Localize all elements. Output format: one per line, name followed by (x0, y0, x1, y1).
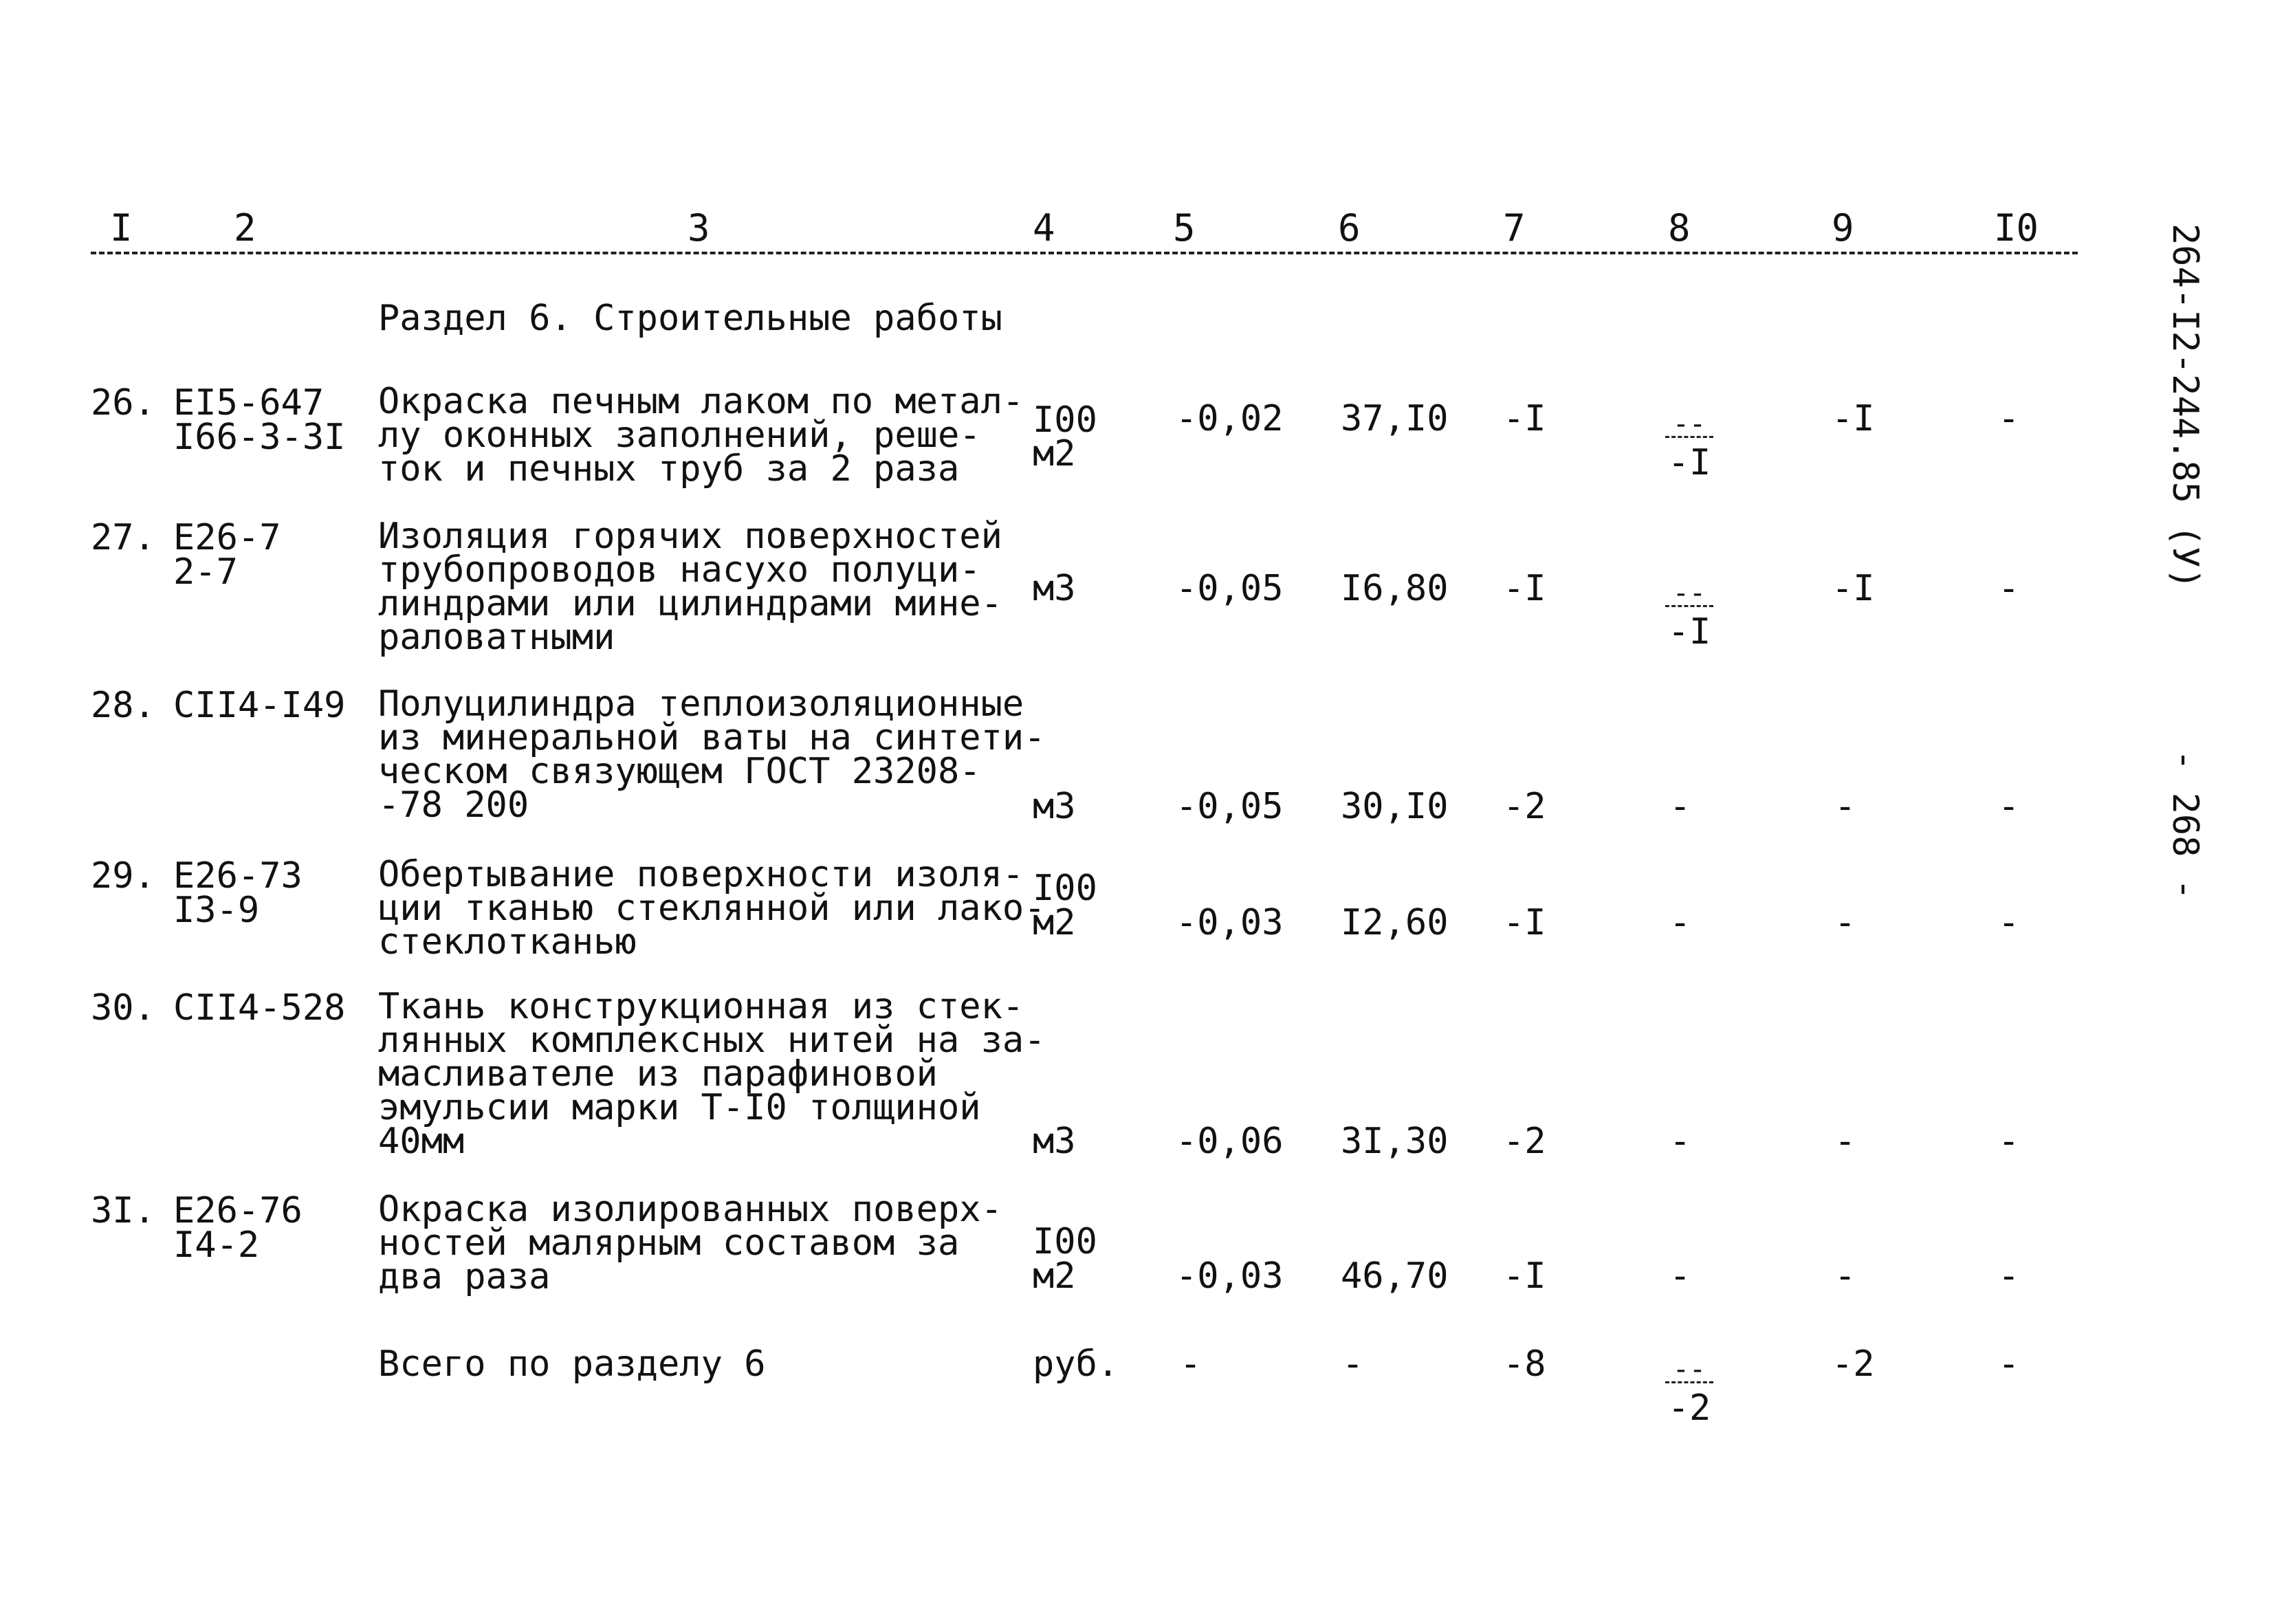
materials-cost: - (1998, 1255, 2020, 1297)
unit-name: м3 (1033, 786, 1076, 827)
wage-top: -- (1665, 413, 1713, 438)
work-description: Ткань конструкционная из стек- лянных комплексных нитей на за- масливателе из парафиновой эмульсии марки Т-I0 толщиной 40мм (378, 986, 1046, 1162)
amount: -0,02 (1176, 398, 1284, 439)
header-dashed-rule (91, 252, 2078, 254)
wage-top: -- (1665, 1358, 1713, 1383)
machine-cost: -I (1832, 398, 1875, 439)
column-number-8: 8 (1668, 206, 1691, 250)
total-cost: -2 (1503, 786, 1546, 827)
row-number: 26. (91, 382, 155, 424)
materials-cost: - (1998, 786, 2020, 827)
total-cost: -I (1503, 398, 1546, 439)
total-cost: -8 (1503, 1343, 1546, 1385)
materials-cost: - (1998, 398, 2020, 439)
materials-cost: - (1998, 1121, 2020, 1162)
total-label: Всего по разделу 6 (378, 1343, 766, 1385)
total-amount: - (1180, 1343, 1202, 1385)
total-unit: руб. (1033, 1343, 1119, 1385)
norm-code: EI5-647 (173, 382, 325, 424)
column-number-10: I0 (1994, 206, 2039, 250)
wage-bottom: -2 (1667, 1387, 1711, 1429)
wage-cost: - (1669, 902, 1691, 943)
machine-cost: -I (1832, 568, 1875, 609)
column-number-3: 3 (688, 206, 710, 250)
price-code: I4-2 (173, 1225, 260, 1266)
wage-top: -- (1665, 582, 1713, 607)
amount: -0,03 (1176, 902, 1284, 943)
wage-fraction (1665, 408, 1713, 483)
total-cost: -I (1503, 902, 1546, 943)
price-code: 2-7 (173, 551, 238, 593)
norm-code: E26-7 (173, 517, 281, 558)
wage-cost: - (1669, 1121, 1691, 1162)
column-number-2: 2 (234, 206, 256, 250)
amount: -0,06 (1176, 1121, 1284, 1162)
machine-cost: - (1834, 786, 1856, 827)
unit-name: м2 (1033, 1255, 1076, 1297)
machine-cost: - (1834, 1121, 1856, 1162)
total-unit-price: - (1342, 1343, 1364, 1385)
price-code: I3-9 (173, 890, 260, 931)
unit-name: м3 (1033, 568, 1076, 609)
column-number-5: 5 (1173, 206, 1196, 250)
row-number: 27. (91, 517, 155, 558)
wage-fraction (1665, 578, 1713, 652)
norm-code: CII4-I49 (173, 685, 346, 726)
row-number: 30. (91, 987, 155, 1029)
unit-price: 30,I0 (1341, 786, 1449, 827)
price-code: I66-3-3I (173, 417, 346, 458)
unit-price: 46,70 (1341, 1255, 1449, 1297)
unit-quantity: I00 (1033, 868, 1097, 909)
total-cost: -I (1503, 568, 1546, 609)
work-description: Полуцилиндра теплоизоляционные из минеральной ваты на синтети- ческом связующем ГОСТ 23208- -78 200 (378, 683, 1046, 826)
total-cost: -I (1503, 1255, 1546, 1297)
work-description: Окраска печным лаком по метал- лу оконных заполнений, реше- ток и печных труб за 2 раза (378, 381, 1024, 490)
unit-price: I6,80 (1341, 568, 1449, 609)
wage-cost: - (1669, 786, 1691, 827)
total-machine-cost: -2 (1832, 1343, 1875, 1385)
total-materials-cost: - (1998, 1343, 2020, 1385)
amount: -0,03 (1176, 1255, 1284, 1297)
column-number-6: 6 (1338, 206, 1361, 250)
row-number: 29. (91, 855, 155, 897)
work-description: Изоляция горячих поверхностей трубопроводов насухо полуци- линдрами или цилиндрами мине- раловатными (378, 516, 1002, 658)
column-number-4: 4 (1033, 206, 1055, 250)
machine-cost: - (1834, 1255, 1856, 1297)
column-number-9: 9 (1832, 206, 1854, 250)
row-number: 28. (91, 685, 155, 726)
amount: -0,05 (1176, 568, 1284, 609)
unit-quantity: I00 (1033, 399, 1097, 441)
document-code: 264-I2-244.85 (У) (2164, 223, 2206, 590)
wage-bottom: -I (1667, 442, 1711, 483)
total-cost: -2 (1503, 1121, 1546, 1162)
norm-code: CII4-528 (173, 987, 346, 1029)
unit-name: м2 (1033, 902, 1076, 943)
row-number: 3I. (91, 1190, 155, 1231)
work-description: Окраска изолированных поверх- ностей малярным составом за два раза (378, 1189, 1002, 1297)
total-wage-fraction (1665, 1354, 1713, 1429)
unit-price: I2,60 (1341, 902, 1449, 943)
amount: -0,05 (1176, 786, 1284, 827)
wage-cost: - (1669, 1255, 1691, 1297)
page-number: - 268 - (2164, 749, 2206, 901)
unit-quantity: I00 (1033, 1221, 1097, 1262)
machine-cost: - (1834, 902, 1856, 943)
materials-cost: - (1998, 568, 2020, 609)
unit-price: 3I,30 (1341, 1121, 1449, 1162)
unit-price: 37,I0 (1341, 398, 1449, 439)
norm-code: E26-76 (173, 1190, 303, 1231)
unit-name: м3 (1033, 1121, 1076, 1162)
unit-name: м2 (1033, 433, 1076, 474)
column-number-7: 7 (1503, 206, 1526, 250)
column-number-1: I (110, 206, 133, 250)
section-title: Раздел 6. Строительные работы (378, 298, 1002, 339)
norm-code: E26-73 (173, 855, 303, 897)
materials-cost: - (1998, 902, 2020, 943)
work-description: Обертывание поверхности изоля- ции тканью стеклянной или лако- стеклотканью (378, 854, 1046, 963)
wage-bottom: -I (1667, 611, 1711, 652)
